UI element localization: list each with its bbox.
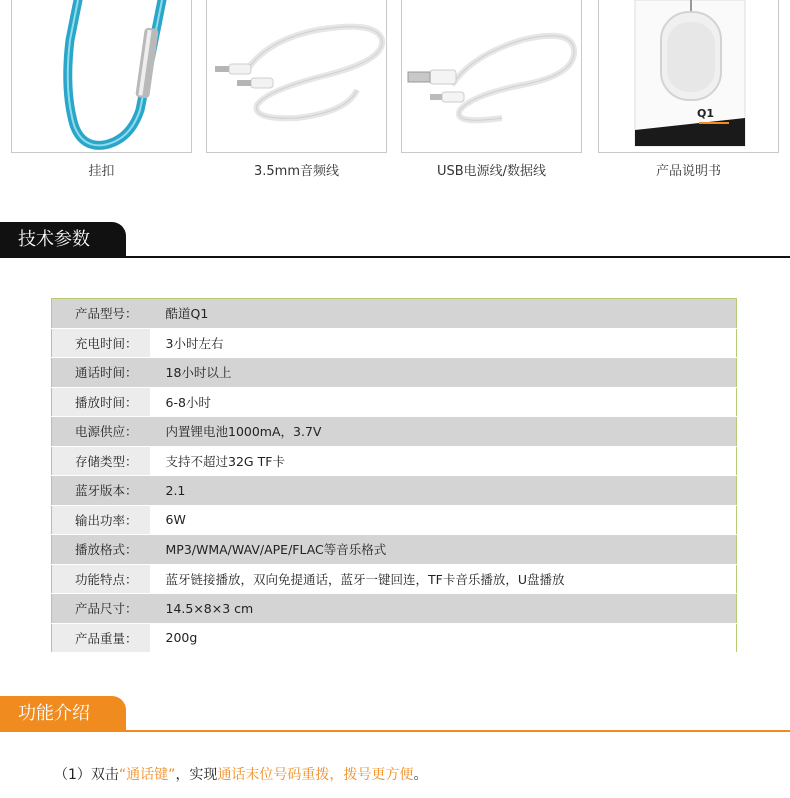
accessory-caption: 挂扣: [88, 164, 115, 179]
spec-key: 播放格式：: [52, 535, 150, 565]
spec-value: 6W: [150, 505, 737, 535]
spec-row: [52, 564, 737, 594]
spec-key: 蓝牙版本：: [52, 476, 150, 506]
spec-row: [52, 535, 737, 565]
spec-key: 通话时间：: [52, 358, 150, 388]
accessory-caption: 产品说明书: [655, 164, 721, 179]
spec-key: 输出功率：: [52, 505, 150, 535]
accessory-caption: USB电源线/数据线: [436, 164, 547, 179]
manual-image: [599, 0, 780, 153]
spec-row: [52, 505, 737, 535]
spec-key: 功能特点：: [52, 564, 150, 594]
spec-table-body: [52, 299, 737, 653]
spec-value: 2.1: [150, 476, 737, 506]
spec-row: [52, 328, 737, 358]
spec-key: 充电时间：: [52, 328, 150, 358]
manual-image-frame: [598, 0, 779, 153]
usb-cable-image: [402, 0, 583, 153]
spec-row: [52, 387, 737, 417]
accessory-caption: 3.5mm音频线: [253, 164, 339, 179]
spec-row: [52, 594, 737, 624]
call-key-highlight: “通话键”: [118, 767, 176, 783]
spec-row: [52, 299, 737, 329]
spec-key: 播放时间：: [52, 387, 150, 417]
spec-value: 酷道Q1: [150, 299, 737, 329]
section-divider: [0, 730, 790, 732]
spec-value: 200g: [150, 623, 737, 653]
spec-row: [52, 358, 737, 388]
spec-row: [52, 446, 737, 476]
manual-model-label: Q1: [697, 107, 715, 120]
spec-key: 产品重量：: [52, 623, 150, 653]
audio-cable-image: [207, 0, 388, 153]
spec-value: 内置锂电池1000mA，3.7V: [150, 417, 737, 447]
carabiner-image: [12, 0, 193, 153]
spec-value: MP3/WMA/WAV/APE/FLAC等音乐格式: [150, 535, 737, 565]
paragraph-text: ，实现: [175, 767, 218, 783]
spec-section-title: 技术参数: [0, 222, 126, 258]
spec-key: 电源供应：: [52, 417, 150, 447]
redial-highlight: 通话末位号码重拨，拨号更方便: [217, 767, 414, 783]
spec-value: 18小时以上: [150, 358, 737, 388]
spec-key: 存储类型：: [52, 446, 150, 476]
spec-row: [52, 623, 737, 653]
usb-cable-image-frame: [401, 0, 582, 153]
carabiner-image-frame: [11, 0, 192, 153]
spec-value: 蓝牙链接播放，双向免提通话，蓝牙一键回连，TF卡音乐播放，U盘播放: [150, 564, 737, 594]
section-divider: [0, 256, 790, 258]
spec-row: [52, 476, 737, 506]
feature-paragraph-1: [54, 764, 427, 784]
spec-value: 支持不超过32G TF卡: [150, 446, 737, 476]
audio-cable-image-frame: [206, 0, 387, 153]
spec-row: [52, 417, 737, 447]
paragraph-index: （1）双击: [54, 767, 119, 783]
spec-table: [51, 298, 737, 653]
spec-value: 6-8小时: [150, 387, 737, 417]
spec-value: 14.5×8×3 cm: [150, 594, 737, 624]
paragraph-text: 。: [413, 767, 428, 783]
feature-section-title: 功能介绍: [0, 696, 126, 732]
spec-key: 产品型号：: [52, 299, 150, 329]
spec-value: 3小时左右: [150, 328, 737, 358]
spec-key: 产品尺寸：: [52, 594, 150, 624]
